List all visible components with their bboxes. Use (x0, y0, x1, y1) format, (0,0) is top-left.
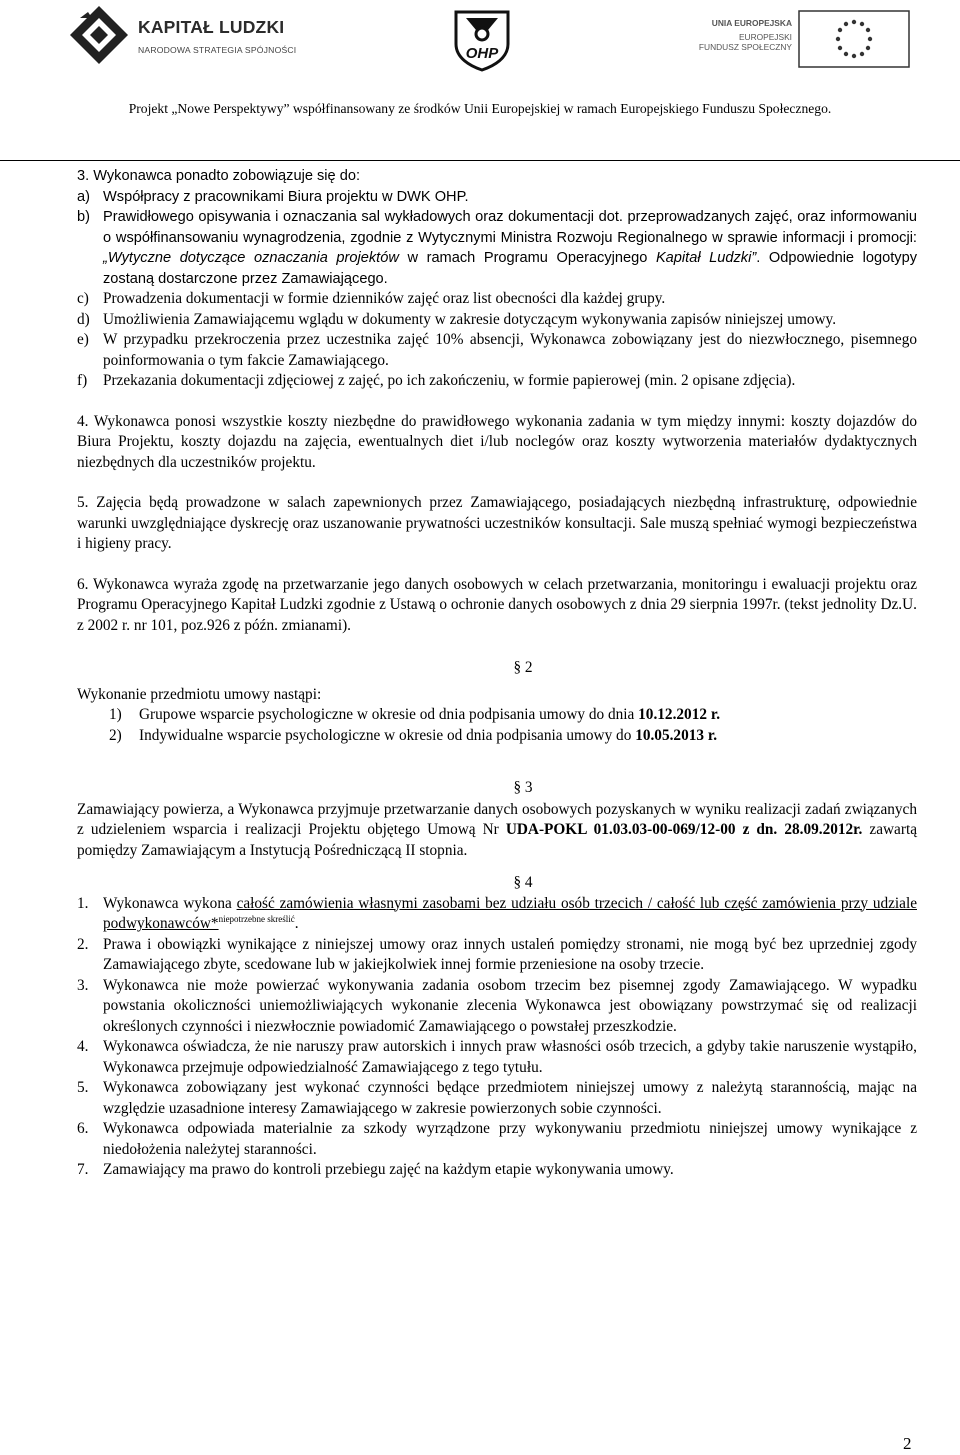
p3-item-c: c) Prowadzenia dokumentacji w formie dzienników zajęć oraz list obecności dla każdej grupy. (77, 290, 666, 307)
section-4-item-5: 5. Wykonawca zobowiązany jest wykonać czynności będące przedmiotem niniejszej umowy z należytą starannością, mając na względzie uzasadnione interesy Zamawiającego w zakresie powierzonych sobie czynności. (77, 1079, 917, 1117)
document-body (77, 166, 917, 1181)
section-2-item-1: 1) Grupowe wsparcie psychologiczne w okresie od dnia podpisania umowy do dnia 10.12.2012 r. (109, 706, 721, 723)
kapital-ludzki-subtitle: NARODOWA STRATEGIA SPÓJNOŚCI (138, 45, 297, 55)
section-2-item-2: 2) Indywidualne wsparcie psychologiczne w okresie od dnia podpisania umowy do 10.05.2013 r. (109, 726, 718, 744)
ohp-logo (450, 8, 514, 72)
p3-item-d: d) Umożliwienia Zamawiającemu wglądu w dokumenty w zakresie dotyczącym wykonywania zapisów niniejszej umowy. (77, 310, 837, 328)
section-4-item-6: 6. Wykonawca odpowiada materialnie za szkody wyrządzone przy wykonywaniu przedmiotu niniejszej umowy wynikające z niedołożenia należytej staranności. (77, 1120, 917, 1158)
p3-item-b: b) Prawidłowego opisywania i oznaczania sal wykładowych oraz dokumentacji dot. przeprowadzanych zajęć, oraz informowaniu o współfinansowaniu wynagrodzenia, zgodnie z Wytycznymi Ministra Rozwoju Regionalnego w sprawie informacji i promocji: „Wytyczne dotyczące oznaczania projektów w ramach Programu Operacyjnego Kapitał Ludzki”. Odpowiednie logotypy zostaną dostarczone przez Zamawiającego. (77, 209, 917, 287)
section-4-item-3: 3. Wykonawca nie może powierzać wykonywania zadania osobom trzecim bez pisemnej zgody Zamawiającego. W wypadku powstania okoliczności uniemożliwiających wykonanie zlecenia Wykonawca jest obowiązany powstrzymać się od realizacji określonych czynności i niezwłocznie powiadomić Zamawiającego o powstałej przeszkodzie. (77, 976, 917, 1035)
page-number: 2 (903, 1434, 912, 1453)
p3-item-a: a) Współpracy z pracownikami Biura projektu w DWK OHP. (77, 188, 469, 205)
ohp-shield-icon (450, 8, 514, 72)
paragraph-6: 6. Wykonawca wyraża zgodę na przetwarzanie jego danych osobowych w celach przetwarzania, monitoringu i ewaluacji projektu oraz Programu Operacyjnego Kapitał Ludzki zgodnie z Ustawą o ochronie danych osobowych z dnia 29 sierpnia 1997r. (tekst jednolity Dz.U. z 2002 r. nr 101, poz.926 z późn. zmianami). (77, 575, 917, 634)
kapital-ludzki-logo (68, 4, 338, 68)
paragraph-5: 5. Zajęcia będą prowadzone w salach zapewnionych przez Zamawiającego, posiadających niezbędną infrastrukturę, odpowiednie warunki uwzględniające dyskrecję oraz uszanowanie prywatności uczestników konsultacji. Sale muszą spełniać wymogi bezpieczeństwa i higieny pracy. (77, 494, 917, 552)
eu-logo (700, 10, 910, 70)
p3-item-e: e) W przypadku przekroczenia przez uczestnika zajęć 10% absencji, Wykonawca zobowiązany jest do niezwłocznego, pisemnego poinformowania o tym fakcie Zamawiającego. (77, 331, 917, 369)
p3-title: 3. Wykonawca ponadto zobowiązuje się do: (77, 168, 360, 184)
eu-flag-icon (798, 10, 910, 68)
section-2-intro: Wykonanie przedmiotu umowy nastąpi: (77, 685, 322, 703)
header-divider (0, 160, 960, 161)
section-2-heading: § 2 (513, 659, 533, 676)
p3-item-f: f) Przekazania dokumentacji zdjęciowej z zajęć, po ich zakończeniu, w formie papierowej (min. 2 opisane zdjęcia). (77, 372, 796, 389)
eu-line-1: UNIA EUROPEJSKA (711, 18, 792, 28)
page-header (0, 0, 960, 130)
kapital-ludzki-title: KAPITAŁ LUDZKI (138, 17, 285, 37)
section-4-item-2: 2. Prawa i obowiązki wynikające z niniejszej umowy oraz innych ustaleń pomiędzy stronami, nie mogą być bez uprzedniej zgody Zamawiającego zbyte, scedowane lub w jakiejkolwiek innej formie przeniesione na osoby trzecie. (77, 935, 917, 973)
eu-line-3: FUNDUSZ SPOŁECZNY (698, 42, 792, 52)
ohp-logo-text: OHP (465, 45, 499, 62)
project-funding-line: Projekt „Nowe Perspektywy” współfinansowany ze środków Unii Europejskiej w ramach Europejskiego Funduszu Społecznego. (128, 101, 832, 116)
section-4-heading: § 4 (513, 874, 533, 891)
eu-line-2: EUROPEJSKI (738, 32, 792, 42)
section-2-list (77, 705, 917, 746)
section-4-item-4: 4. Wykonawca oświadcza, że nie naruszy praw autorskich i innych praw własności osób trzecich, a gdyby takie naruszenie wystąpiło, Wykonawca przejmuje odpowiedzialność Zamawiającego z tego tytułu. (77, 1038, 917, 1076)
section-3-text: Zamawiający powierza, a Wykonawca przyjmuje przetwarzanie danych osobowych pozyskanych w wyniku realizacji zadań związanych z udzieleniem wsparcia i realizacji Projektu objętego Umową Nr UDA-POKL 01.03.03-00-069/12-00 z dn. 28.09.2012r. zawartą pomiędzy Zamawiającym a Instytucją Pośredniczącą II stopnia. (77, 800, 917, 859)
paragraph-4: 4. Wykonawca ponosi wszystkie koszty niezbędne do prawidłowego wykonania zadania w tym między innymi: koszty dojazdów do Biura Projektu, koszty dojazdu na zajęcia, ewentualnych diet i/lub noclegów oraz koszty wytworzenia materiałów dydaktycznych niezbędnych dla uczestników projektu. (77, 412, 917, 471)
section-3-heading: § 3 (513, 779, 533, 796)
kapital-ludzki-emblem-icon (68, 4, 130, 66)
section-4-item-7: 7. Zamawiający ma prawo do kontroli przebiegu zajęć na każdym etapie wykonywania umowy. (77, 1161, 674, 1178)
section-4-item-1: 1. Wykonawca wykona całość zamówienia własnymi zasobami bez udziału osób trzecich / całość lub część zamówienia przy udziale podwykonawców*$^{niepotrzebne skreślić}$. (77, 894, 917, 932)
